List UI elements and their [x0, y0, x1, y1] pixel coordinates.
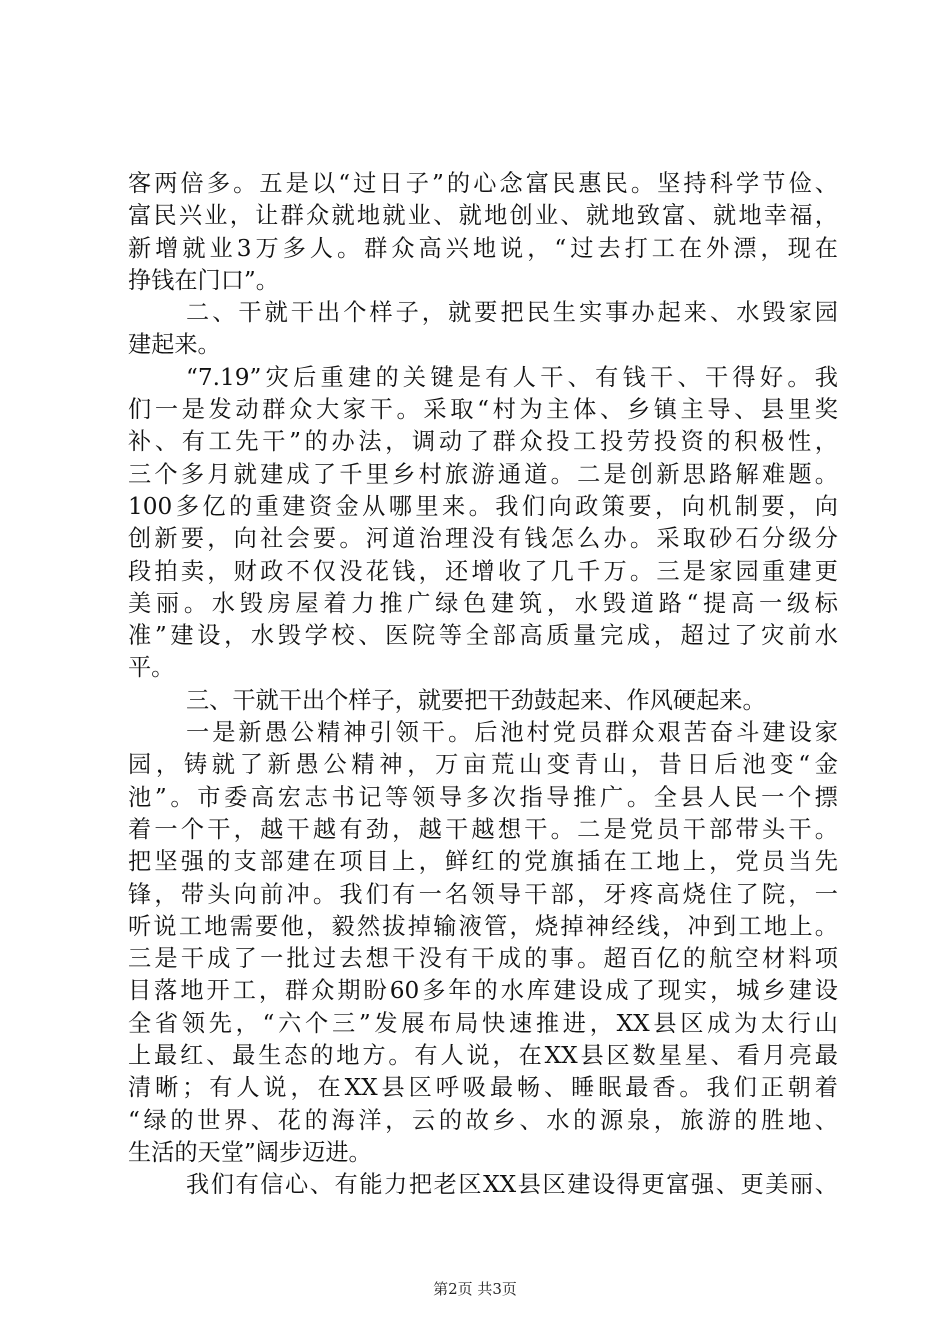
text-line: 们一是发动群众大家干。采取“村为主体、乡镇主导、县里奖 — [128, 396, 838, 424]
text-line: 建起来。 — [128, 331, 221, 359]
text-line: 清晰；有人说，在XX县区呼吸最畅、睡眠最香。我们正朝着 — [128, 1074, 838, 1102]
section-heading-2: 二、干就干出个样子，就要把民生实事办起来、水毁家园 — [186, 299, 838, 327]
text-line: 目落地开工，群众期盼60多年的水库建设成了现实，城乡建设 — [128, 977, 838, 1005]
text-line: 把坚强的支部建在项目上，鲜红的党旗插在工地上，党员当先 — [128, 848, 838, 876]
text-line: 听说工地需要他，毅然拔掉输液管，烧掉神经线，冲到工地上。 — [128, 912, 838, 940]
text-line: 创新要，向社会要。河道治理没有钱怎么办。采取砂石分级分 — [128, 525, 838, 553]
text-line: “7.19”灾后重建的关键是有人干、有钱干、干得好。我 — [186, 363, 838, 391]
text-line: 富民兴业，让群众就地就业、就地创业、就地致富、就地幸福， — [128, 202, 838, 230]
text-line: 平。 — [128, 654, 175, 682]
text-line: 挣钱在门口”。 — [128, 266, 279, 294]
text-line: 着一个干，越干越有劲，越干越想干。二是党员干部带头干。 — [128, 815, 838, 843]
text-line: 上最红、最生态的地方。有人说，在XX县区数星星、看月亮最 — [128, 1042, 838, 1070]
text-line: 补、有工先干”的办法，调动了群众投工投劳投资的积极性， — [128, 428, 838, 456]
text-line: 园，铸就了新愚公精神，万亩荒山变青山，昔日后池变“金 — [128, 751, 838, 779]
text-line: 新增就业3万多人。群众高兴地说，“过去打工在外漂，现在 — [128, 234, 838, 262]
text-line: 全省领先，“六个三”发展布局快速推进，XX县区成为太行山 — [128, 1009, 838, 1037]
text-line: 池”。市委高宏志书记等领导多次指导推广。全县人民一个摽 — [128, 783, 838, 811]
text-line: 100多亿的重建资金从哪里来。我们向政策要，向机制要，向 — [128, 492, 838, 520]
text-line: 客两倍多。五是以“过日子”的心念富民惠民。坚持科学节俭、 — [128, 170, 838, 197]
text-line: 准”建设，水毁学校、医院等全部高质量完成，超过了灾前水 — [128, 622, 838, 650]
text-line: 我们有信心、有能力把老区XX县区建设得更富强、更美丽、 — [186, 1171, 838, 1199]
section-heading-3: 三、干就干出个样子，就要把干劲鼓起来、作风硬起来。 — [186, 686, 766, 714]
text-line: 三是干成了一批过去想干没有干成的事。超百亿的航空材料项 — [128, 945, 838, 973]
page-number-footer: 第2页 共3页 — [433, 1280, 517, 1298]
text-line: “绿的世界、花的海洋，云的故乡、水的源泉，旅游的胜地、 — [128, 1106, 838, 1134]
text-line: 锋，带头向前冲。我们有一名领导干部，牙疼高烧住了院，一 — [128, 880, 838, 908]
text-line: 生活的天堂”阔步迈进。 — [128, 1138, 372, 1166]
text-line: 三个多月就建成了千里乡村旅游通道。二是创新思路解难题。 — [128, 460, 838, 488]
text-line: 美丽。水毁房屋着力推广绿色建筑，水毁道路“提高一级标 — [128, 589, 838, 617]
body-text — [128, 168, 838, 1202]
text-line: 一是新愚公精神引领干。后池村党员群众艰苦奋斗建设家 — [186, 719, 838, 747]
text-line: 段拍卖，财政不仅没花钱，还增收了几千万。三是家园重建更 — [128, 557, 838, 585]
